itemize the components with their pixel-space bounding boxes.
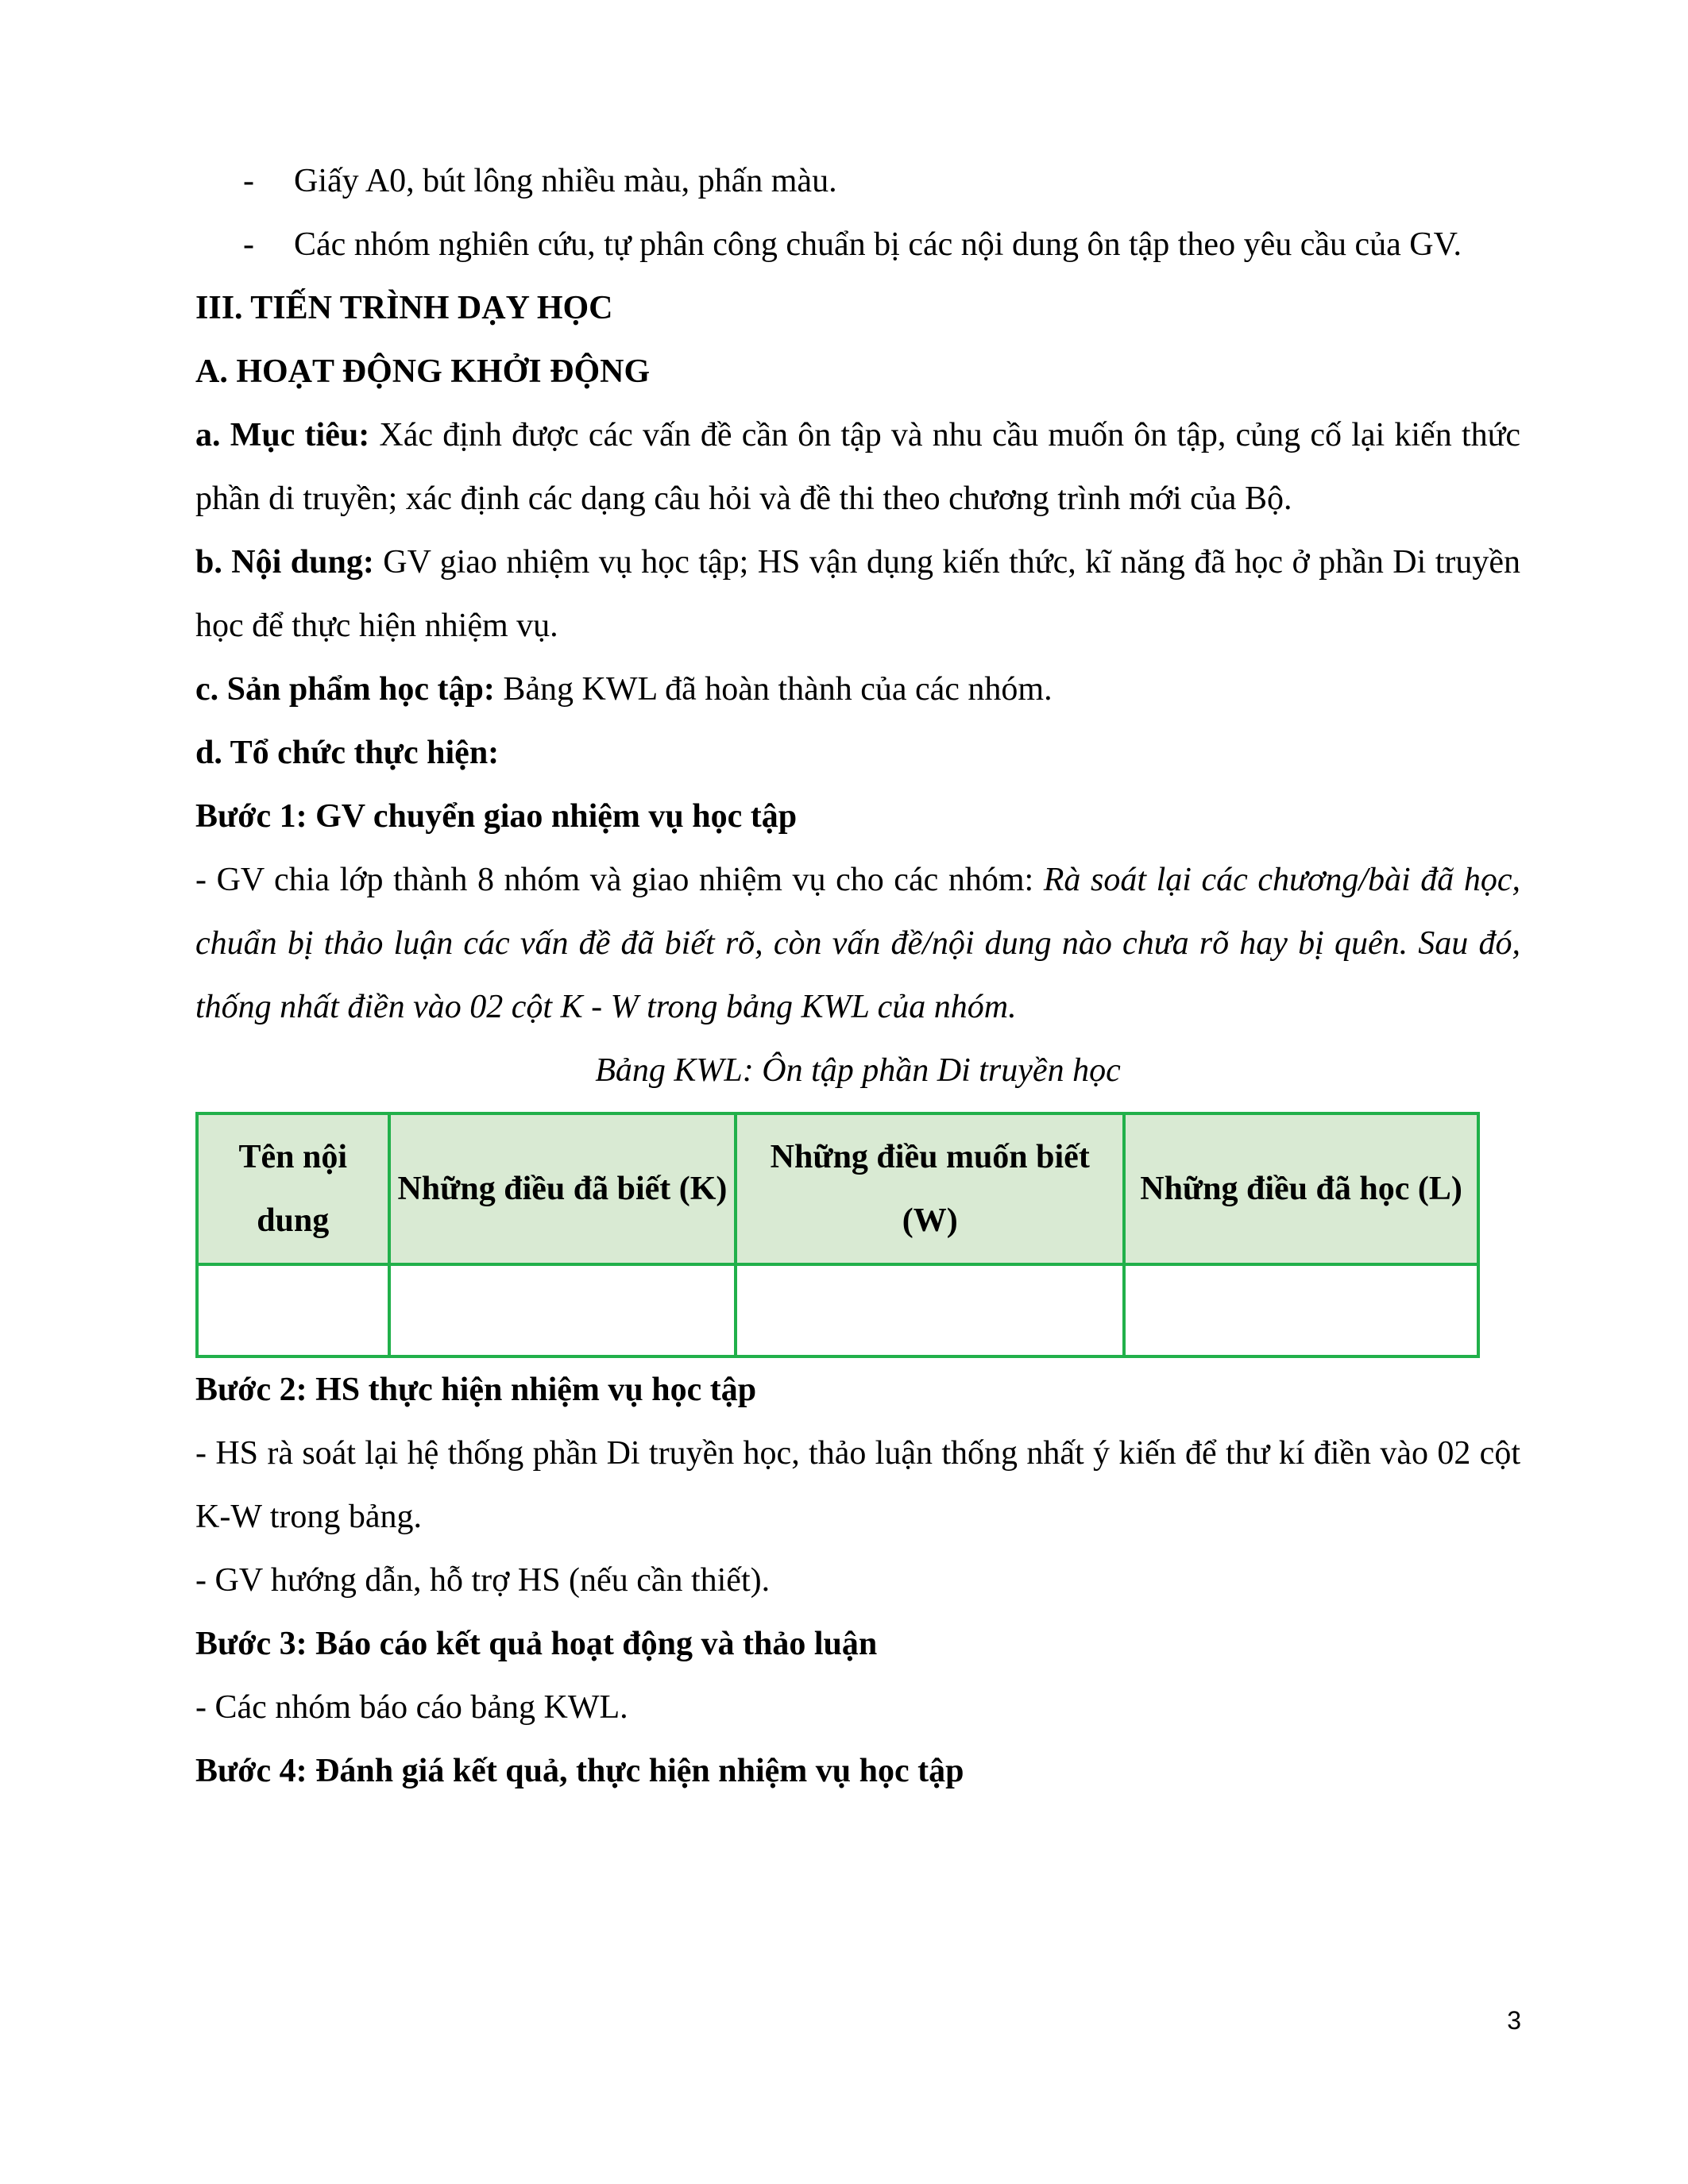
section-heading: III. TIẾN TRÌNH DẠY HỌC	[195, 290, 613, 326]
table-row	[197, 1264, 1478, 1356]
organization-heading: d. Tổ chức thực hiện:	[195, 735, 500, 771]
bullet-item-materials	[195, 149, 1520, 213]
product-text: Bảng KWL đã hoàn thành của các nhóm.	[494, 671, 1053, 708]
kwl-cell-topic	[197, 1264, 389, 1356]
step1-paragraph	[195, 848, 1520, 1039]
kwl-cell-know	[389, 1264, 736, 1356]
kwl-header-know: Những điều đã biết (K)	[389, 1113, 736, 1264]
kwl-cell-learned	[1124, 1264, 1478, 1356]
kwl-table	[195, 1112, 1480, 1358]
kwl-header-row	[197, 1113, 1478, 1264]
kwl-header-topic: Tên nội dung	[197, 1113, 389, 1264]
product-paragraph	[195, 658, 1520, 721]
content-paragraph	[195, 531, 1520, 658]
step1-heading: Bước 1: GV chuyển giao nhiệm vụ học tập	[195, 798, 798, 835]
document-page	[195, 149, 1520, 1803]
step2-line: - HS rà soát lại hệ thống phần Di truyền học, thảo luận thống nhất ý kiến để thư kí điền vào 02 cột K-W trong bảng.	[195, 1435, 1520, 1535]
step4-heading: Bước 4: Đánh giá kết quả, thực hiện nhiệm vụ học tập	[195, 1753, 964, 1789]
page-number: 3	[1507, 2006, 1521, 2035]
table-caption: Bảng KWL: Ôn tập phần Di truyền học	[595, 1052, 1121, 1089]
product-label: c. Sản phẩm học tập:	[195, 671, 495, 708]
content-label: b. Nội dung:	[195, 544, 374, 581]
objective-label: a. Mục tiêu:	[195, 417, 370, 453]
step1-text: - GV chia lớp thành 8 nhóm và giao nhiệm vụ cho các nhóm:	[195, 862, 1044, 898]
step2-heading: Bước 2: HS thực hiện nhiệm vụ học tập	[195, 1372, 757, 1408]
bullet-marker: -	[243, 163, 254, 199]
kwl-header-want: Những điều muốn biết (W)	[736, 1113, 1124, 1264]
objective-paragraph	[195, 403, 1520, 531]
step2-line: - GV hướng dẫn, hỗ trợ HS (nếu cần thiết).	[195, 1562, 771, 1599]
kwl-cell-want	[736, 1264, 1124, 1356]
step3-line: - Các nhóm báo cáo bảng KWL.	[195, 1689, 628, 1726]
activity-heading: A. HOẠT ĐỘNG KHỞI ĐỘNG	[195, 353, 651, 390]
objective-text: Xác định được các vấn đề cần ôn tập và nhu cầu muốn ôn tập, củng cố lại kiến thức phần di truyền; xác định các dạng câu hỏi và đề thi theo chương trình mới của Bộ.	[195, 417, 1520, 517]
step1-italic-text: Rà soát lại các chương/bài đã học, chuẩn bị thảo luận các vấn đề đã biết rõ, còn vấn đề/nội dung nào chưa rõ hay bị quên. Sau đó, thống nhất điền vào 02 cột K - W trong bảng KWL của nhóm.	[195, 862, 1520, 1025]
bullet-text: Các nhóm nghiên cứu, tự phân công chuẩn bị các nội dung ôn tập theo yêu cầu của GV.	[294, 226, 1462, 263]
bullet-text: Giấy A0, bút lông nhiều màu, phấn màu.	[294, 163, 837, 199]
step3-heading: Bước 3: Báo cáo kết quả hoạt động và thảo luận	[195, 1626, 878, 1662]
kwl-header-learned: Những điều đã học (L)	[1124, 1113, 1478, 1264]
bullet-item-group-prep	[195, 213, 1520, 276]
content-text: GV giao nhiệm vụ học tập; HS vận dụng kiến thức, kĩ năng đã học ở phần Di truyền học để thực hiện nhiệm vụ.	[195, 544, 1520, 644]
bullet-marker: -	[243, 226, 254, 263]
